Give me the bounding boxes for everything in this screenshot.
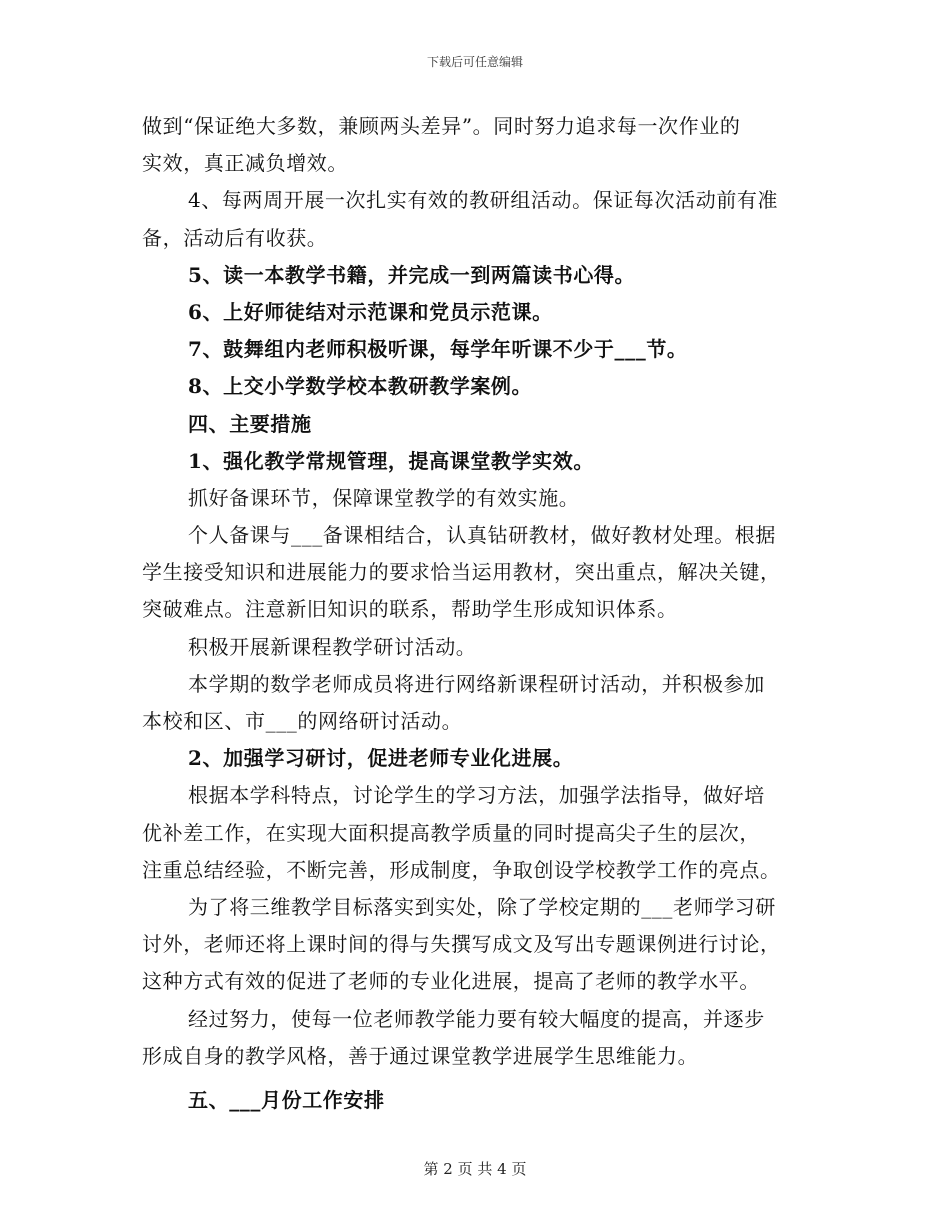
list-item-8: 8、上交小学数学校本教研教学案例。 xyxy=(188,374,533,399)
body-line-25: 经过努力，使每一位老师教学能力要有较大幅度的提高，并逐步 xyxy=(188,1006,765,1031)
subheading-teacher-development: 2、加强学习研讨，促进老师专业化进展。 xyxy=(188,746,574,771)
body-line-22: 为了将三维教学目标落实到实处，除了学校定期的___老师学习研 xyxy=(188,894,776,919)
subheading-teaching-routine: 1、强化教学常规管理，提高课堂教学实效。 xyxy=(188,448,594,473)
body-line-13: 学生接受知识和进展能力的要求恰当运用教材，突出重点，解决关键， xyxy=(142,560,781,585)
body-line-26: 形成自身的教学风格，善于通过课堂教学进展学生思维能力。 xyxy=(142,1043,699,1068)
body-line-2: 实效，真正减负增效。 xyxy=(142,151,348,176)
body-line-16: 本学期的数学老师成员将进行网络新课程研讨活动，并积极参加 xyxy=(188,671,765,696)
body-line-19: 根据本学科特点，讨论学生的学习方法，加强学法指导，做好培 xyxy=(188,783,765,808)
body-line-23: 讨外，老师还将上课时间的得与失撰写成文及写出专题课例进行讨论， xyxy=(142,932,781,957)
page-header: 下载后可任意编辑 xyxy=(426,55,523,69)
body-line-14: 突破难点。注意新旧知识的联系，帮助学生形成知识体系。 xyxy=(142,597,678,622)
body-line-24: 这种方式有效的促进了老师的专业化进展，提高了老师的教学水平。 xyxy=(142,969,760,994)
body-line-21: 注重总结经验，不断完善，形成制度，争取创设学校教学工作的亮点。 xyxy=(142,857,781,882)
section-heading-measures: 四、主要措施 xyxy=(188,411,312,436)
document-body xyxy=(142,108,810,1119)
body-line-4: 备，活动后有收获。 xyxy=(142,225,328,250)
list-item-4: 4、每两周开展一次扎实有效的教研组活动。保证每次活动前有准 xyxy=(188,188,779,213)
body-line-20: 优补差工作，在实现大面积提高教学质量的同时提高尖子生的层次， xyxy=(142,820,760,845)
list-item-5: 5、读一本教学书籍，并完成一到两篇读书心得。 xyxy=(188,262,636,287)
body-line-17: 本校和区、市___的网络研讨活动。 xyxy=(142,709,463,733)
body-line-12: 个人备课与___备课相结合，认真钻研教材，做好教材处理。根据 xyxy=(188,523,776,548)
body-line-11: 抓好备课环节，保障课堂教学的有效实施。 xyxy=(188,485,580,510)
body-line-1: 做到“保证绝大多数，兼顾两头差异”。同时努力追求每一次作业的 xyxy=(142,114,741,138)
list-item-7: 7、鼓舞组内老师积极听课，每学年听课不少于___节。 xyxy=(188,337,688,362)
body-line-15: 积极开展新课程教学研讨活动。 xyxy=(188,634,477,659)
page-number: 第 2 页 共 4 页 xyxy=(423,1160,527,1178)
list-item-6: 6、上好师徒结对示范课和党员示范课。 xyxy=(188,299,553,324)
section-heading-monthly-plan: 五、___月份工作安排 xyxy=(188,1087,385,1112)
